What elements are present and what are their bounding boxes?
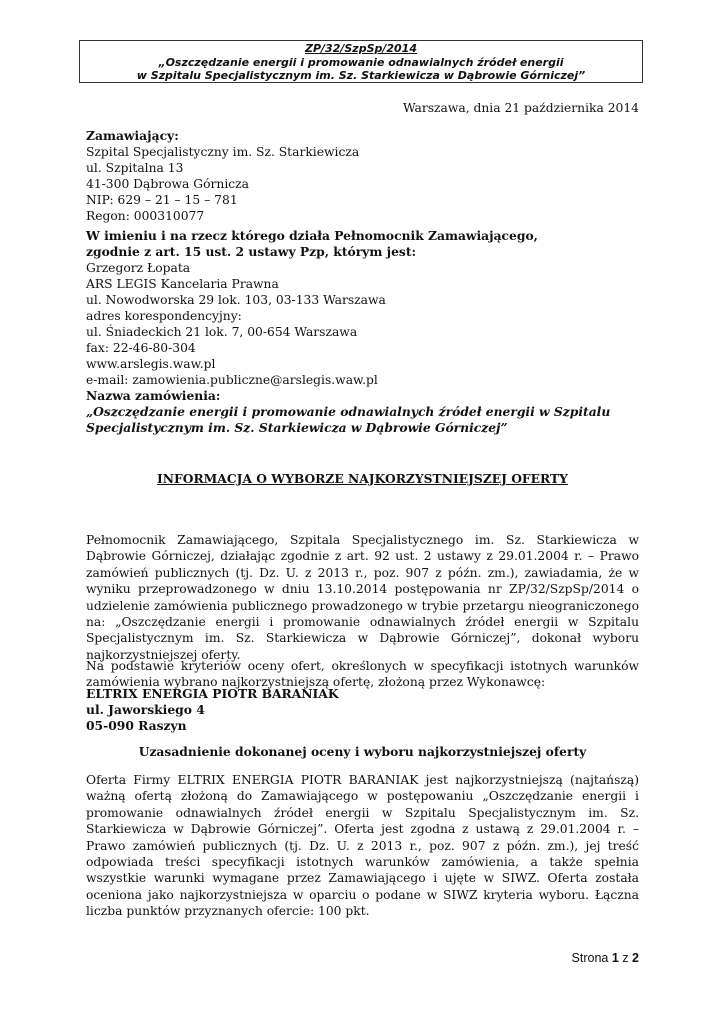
page-separator: z [622,951,629,965]
section-title: INFORMACJA O WYBORZE NAJKORZYSTNIEJSZEJ OFERTY [157,471,568,486]
proxy-line: ul. Śniadeckich 21 lok. 7, 00-654 Warszawa [86,325,358,339]
header-title-line1: „Oszczędzanie energii i promowanie odnawialnych źródeł energii [158,55,564,69]
case-reference: ZP/32/SzpSp/2014 [304,42,417,55]
justification-title: Uzasadnienie dokonanej oceny i wyboru najkorzystniejszej oferty [138,744,587,759]
proxy-line: adres korespondencyjny: [86,309,242,323]
document-header-box [79,40,643,83]
proxy-label-line1: W imieniu i na rzecz którego działa Pełnomocnik Zamawiającego, [86,228,538,243]
proxy-line: Grzegorz Łopata [86,261,191,275]
header-title-line2: w Szpitalu Specjalistycznym im. Sz. Starkiewicza w Dąbrowie Górniczej” [136,69,586,82]
notice-paragraph: Pełnomocnik Zamawiającego, Szpitala Specjalistycznego im. Sz. Starkiewicza w Dąbrowie Górniczej, działając zgodnie z art. 92 ust. 2 ustawy z 29.01.2004 r. – Prawo zamówień publicznych (tj. Dz. U. z 2013 r., poz. 907 z późn. zm.), zawiadamia, że w wyniku przeprowadzonego w dniu 13.10.2014 postępowania nr ZP/32/SzpSp/2014 o udzielenie zamówienia publicznego prowadzonego w trybie przetargu nieograniczonego na: „Oszczędzanie energii i promowanie odnawialnych źródeł energii w Szpitalu Specjalistycznym im. Sz. Starkiewicza w Dąbrowie Górniczej”, dokonał wyboru najkorzystniejszej oferty. [86,533,639,662]
authority-line: Szpital Specjalistyczny im. Sz. Starkiewicza [86,145,360,159]
winner-street: ul. Jaworskiego 4 [86,702,205,717]
proxy-label-line2: zgodnie z art. 15 ust. 2 ustawy Pzp, którym jest: [86,244,417,259]
authority-line: NIP: 629 – 21 – 15 – 781 [86,193,238,207]
proxy-email: e-mail: zamowienia.publiczne@arslegis.waw.pl [86,373,378,387]
page-footer [572,951,639,965]
authority-line: 41-300 Dąbrowa Górnicza [86,177,249,191]
contracting-authority-label: Zamawiający: [86,128,179,143]
winner-name: ELTRIX ENERGIA PIOTR BARANIAK [86,686,339,701]
proxy-website: www.arslegis.waw.pl [86,357,216,371]
order-name-label: Nazwa zamówienia: [86,388,221,403]
order-name-line2: Specjalistycznym im. Sz. Starkiewicza w Dąbrowie Górniczej” [86,420,508,435]
proxy-section [86,228,639,388]
authority-line: ul. Szpitalna 13 [86,161,184,175]
page-number: 1 [611,951,619,965]
authority-line: Regon: 000310077 [86,209,205,223]
winner-block [86,686,639,734]
winner-city: 05-090 Raszyn [86,718,187,733]
proxy-line: ul. Nowodworska 29 lok. 103, 03-133 Warszawa [86,293,386,307]
page-label: Strona [571,951,609,965]
criteria-paragraph: Na podstawie kryteriów oceny ofert, określonych w specyfikacji istotnych warunków zamówienia wybrano najkorzystniejszą ofertę, złożoną przez Wykonawcę: [86,659,639,689]
order-name-line1: „Oszczędzanie energii i promowanie odnawialnych źródeł energii w Szpitalu [86,404,611,419]
page-total: 2 [632,951,639,965]
order-name-section [86,388,639,436]
proxy-line: fax: 22-46-80-304 [86,341,196,355]
proxy-line: ARS LEGIS Kancelaria Prawna [86,277,279,291]
justification-paragraph: Oferta Firmy ELTRIX ENERGIA PIOTR BARANIAK jest najkorzystniejszą (najtańszą) ważną ofertą złożoną do Zamawiającego w postępowaniu „Oszczędzanie energii i promowanie odnawialnych źródeł energii w Szpitalu Specjalistycznym im. Sz. Starkiewicza w Dąbrowie Górniczej”. Oferta jest zgodna z ustawą z 29.01.2004 r. – Prawo zamówień publicznych (tj. Dz. U. z 2013 r., poz. 907 z późn. zm.), jej treść odpowiada treści specyfikacji istotnych warunków zamówienia, a także spełnia wszystkie warunki wymagane przez Zamawiającego i ujęte w SIWZ. Oferta została oceniona jako najkorzystniejsza w oparciu o podane w SIWZ kryteria wyboru. Łączna liczba punktów przyznanych ofercie: 100 pkt. [86,773,639,919]
date-line: Warszawa, dnia 21 października 2014 [402,101,639,115]
contracting-authority [86,128,639,224]
